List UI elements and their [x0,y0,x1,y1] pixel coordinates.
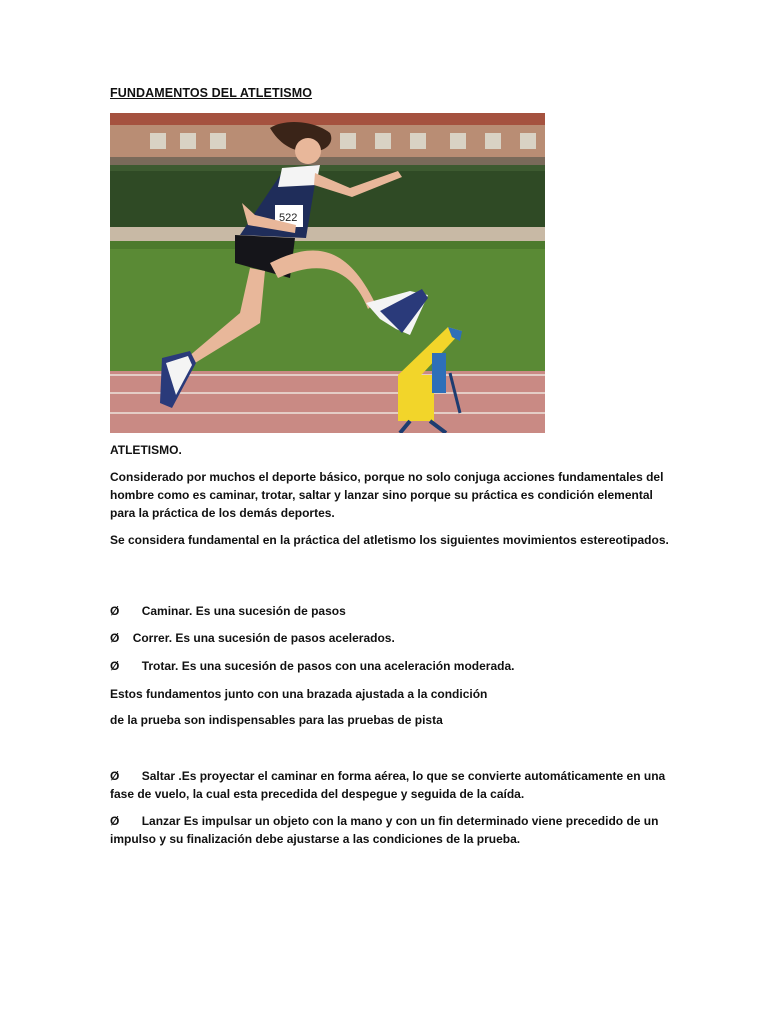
intro-paragraph: Considerado por muchos el deporte básico, porque no solo conjuga acciones fundamentales del hombre como es caminar, trotar, saltar y lanzar sino porque su práctica es condición elemental para la práctica de los demás deportes. [110,470,664,520]
bullet-text: Caminar. Es una sucesión de pasos [141,604,346,618]
bullet-symbol: Ø [110,631,120,645]
photo-hedge [110,165,545,229]
lanzar-text: Lanzar Es impulsar un objeto con la mano y con un fin determinado viene precedido de un impulso y su finalización debe ajustarse a las condiciones de la prueba. [110,814,659,846]
lanzar-paragraph [110,812,675,848]
bib-number: 522 [279,212,298,224]
bullet-item [110,657,690,675]
bullet-text: Correr. Es una sucesión de pasos acelerados. [132,631,395,645]
second-paragraph: Se considera fundamental en la práctica del atletismo los siguientes movimientos estereotipados. [110,533,669,547]
bullet-symbol: Ø [110,769,120,783]
bullet-symbol: Ø [110,814,120,828]
bullet-item [110,629,690,647]
bullet-symbol: Ø [110,604,120,618]
saltar-text: Saltar .Es proyectar el caminar en forma aérea, lo que se convierte automáticamente en una fase de vuelo, la cual esta precedida del despegue y seguida de la caída. [110,769,666,801]
section-heading: ATLETISMO. [110,443,182,457]
bullet-item [110,602,690,620]
bullet-text: Trotar. Es una sucesión de pasos con una aceleración moderada. [141,659,515,673]
saltar-paragraph [110,767,675,803]
hurdler-photo [110,113,545,433]
page-title: FUNDAMENTOS DEL ATLETISMO [110,86,313,100]
track-line-2: de la prueba son indispensables para las pruebas de pista [110,713,443,727]
track-line-1: Estos fundamentos junto con una brazada ajustada a la condición [110,687,488,701]
bullet-symbol: Ø [110,659,120,673]
